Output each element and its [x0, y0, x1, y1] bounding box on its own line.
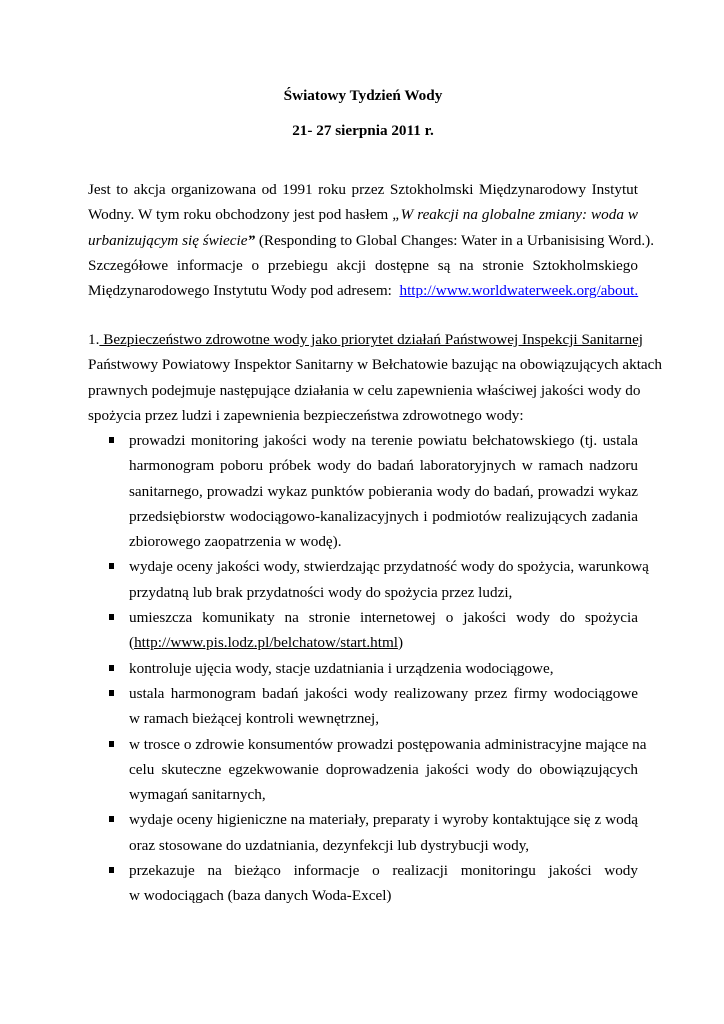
document-title: Światowy Tydzień Wody [283, 87, 443, 104]
list-item [88, 681, 638, 732]
list-item-line: umieszcza komunikaty na stronie internetowej o jakości wody do spożycia [129, 609, 638, 627]
list-item [88, 807, 638, 858]
list-item-line: wydaje oceny higieniczne na materiały, preparaty i wyroby kontaktujące się z wodą [129, 811, 638, 829]
intro-line-2-text: Wodny. W tym roku obchodzony jest pod hasłem [88, 206, 393, 224]
intro-line-3 [88, 228, 655, 253]
intro-line-1: Jest to akcja organizowana od 1991 roku przez Sztokholmski Międzynarodowy Instytut [88, 181, 638, 198]
square-bullet-icon [109, 665, 114, 671]
section-1-line-2: prawnych podejmuje następujące działania w celu zapewnienia właściwej jakości wody do [88, 381, 641, 399]
square-bullet-icon [109, 741, 114, 747]
square-bullet-icon [109, 437, 114, 443]
responsibilities-list [88, 428, 649, 909]
pis-lodz-link[interactable]: http://www.pis.lodz.pl/belchatow/start.html [134, 634, 398, 652]
link-close-paren: ) [397, 634, 404, 652]
motto-translation: (Responding to Global Changes: Water in a Urbanisising Word.). [255, 231, 655, 249]
list-item-line: wydaje oceny jakości wody, stwierdzając przydatność wody do spożycia, warunkową [129, 558, 649, 576]
square-bullet-icon [109, 816, 114, 822]
intro-paragraph [88, 177, 655, 303]
list-item-line: ustala harmonogram badań jakości wody realizowany przez firmy wodociągowe [129, 684, 638, 702]
list-item [88, 554, 649, 605]
square-bullet-icon [109, 867, 114, 873]
section-1-heading-text: Bezpieczeństwo zdrowotne wody jako priorytet działań Państwowej Inspekcji Sanitarnej [99, 331, 644, 348]
square-bullet-icon [109, 614, 114, 620]
intro-line-5 [88, 278, 638, 303]
list-item-line: w wodociągach (baza danych Woda-Excel) [129, 887, 392, 905]
square-bullet-icon [109, 690, 114, 696]
section-1-line-1: Państwowy Powiatowy Inspektor Sanitarny w Bełchatowie bazując na obowiązujących aktach [88, 356, 663, 374]
list-item-line: harmonogram poboru próbek wody do badań laboratoryjnych w ramach nadzoru [129, 457, 638, 475]
list-item [88, 656, 638, 681]
list-item-line: w ramach bieżącej kontroli wewnętrznej, [129, 710, 380, 728]
list-item-link-line [129, 630, 638, 655]
section-1-heading [88, 327, 644, 352]
worldwaterweek-link[interactable]: http://www.worldwaterweek.org/about. [399, 282, 639, 300]
square-bullet-icon [109, 563, 114, 569]
list-item-line: wymagań sanitarnych, [129, 786, 266, 804]
list-item [88, 428, 638, 554]
section-1-number: 1. [88, 331, 100, 348]
list-item-line: oraz stosowane do uzdatniania, dezynfekcji lub dystrybucji wody, [129, 836, 530, 854]
list-item-line: zbiorowego zaopatrzenia w wodę). [129, 533, 342, 551]
list-item-line: prowadzi monitoring jakości wody na terenie powiatu bełchatowskiego (tj. ustala [129, 432, 638, 449]
section-1-line-3: spożycia przez ludzi i zapewnienia bezpieczeństwa zdrowotnego wody: [88, 406, 524, 424]
list-item [88, 858, 638, 909]
motto-part-1: „W reakcji na globalne zmiany: woda w [392, 206, 638, 224]
list-item-line: przydatną lub brak przydatności wody do spożycia przez ludzi, [129, 583, 513, 601]
intro-line-2 [88, 202, 638, 227]
list-item [88, 732, 647, 808]
event-date: 21- 27 sierpnia 2011 r. [292, 122, 434, 139]
list-item-line: sanitarnego, prowadzi wykaz punktów pobierania wody do badań, prowadzi wykaz [129, 482, 638, 500]
list-item [88, 605, 638, 656]
motto-close-quote: ” [247, 231, 256, 249]
intro-line-5-text: Międzynarodowego Instytutu Wody pod adresem: [88, 282, 400, 300]
intro-line-4: Szczegółowe informacje o przebiegu akcji dostępne są na stronie Sztokholmskiego [88, 256, 638, 274]
link-open-paren: ( [129, 634, 135, 652]
list-item-line: kontroluje ujęcia wody, stacje uzdatniania i urządzenia wodociągowe, [129, 659, 554, 677]
motto-part-2: urbanizującym się świecie [88, 231, 248, 249]
list-item-line: przekazuje na bieżąco informacje o realizacji monitoringu jakości wody [129, 862, 638, 880]
list-item-line: przedsiębiorstw wodociągowo-kanalizacyjnych i podmiotów realizujących zadania [129, 507, 638, 525]
list-item-line: celu skuteczne egzekwowanie doprowadzenia jakości wody do obowiązujących [129, 760, 638, 778]
section-1 [88, 327, 663, 428]
list-item-line: w trosce o zdrowie konsumentów prowadzi postępowania administracyjne mające na [129, 735, 647, 753]
